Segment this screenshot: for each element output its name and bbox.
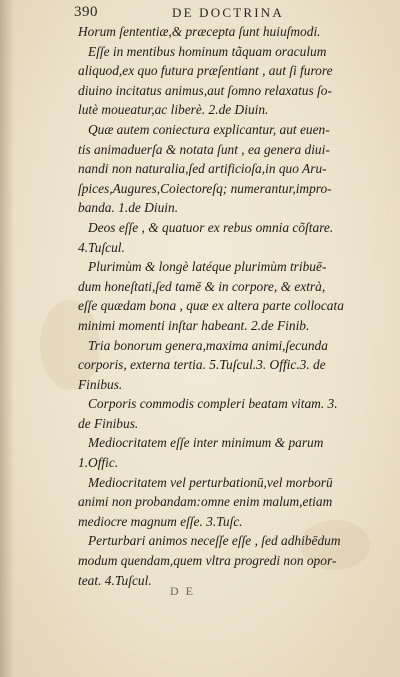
text-line: Eſſe in mentibus hominum tãquam oraculum — [88, 43, 327, 59]
page-number: 390 — [74, 4, 98, 20]
text-line: Corporis commodis compleri beatam vitam. 3. — [88, 396, 338, 412]
page-gutter-shadow — [0, 0, 14, 677]
text-line: tis animaduerſa & notata ſunt , ea genera diui- — [78, 141, 330, 157]
text-line: ſpices,Augures,Coiectoreſq; numerantur,impro- — [78, 180, 332, 196]
text-line: diuino incitatus animus,aut ſomno relaxatus ſo- — [78, 82, 332, 98]
text-line: aliquod,ex quo futura præſentiant , aut ſi furore — [78, 63, 333, 79]
page-header — [74, 4, 394, 22]
text-line: Tria bonorum genera,maxima animi,ſecunda — [88, 337, 328, 353]
text-line: Mediocritatem vel perturbationū,vel morborū — [88, 474, 333, 490]
text-line: lutè moueatur,ac liberè. 2.de Diuin. — [78, 102, 269, 118]
text-line: banda. 1.de Diuin. — [78, 200, 179, 216]
text-line: de Finibus. — [78, 415, 139, 431]
text-line: 4.Tuſcul. — [78, 239, 125, 255]
text-line: mediocre magnum eſſe. 3.Tuſc. — [78, 513, 243, 529]
text-line: Horum ſententiæ,& præcepta ſunt huiuſmodi. — [78, 24, 321, 39]
catchword: D E — [170, 584, 195, 598]
text-line: Mediocritatem eſſe inter minimum & parum — [88, 435, 324, 451]
text-line: 1.Offic. — [78, 455, 119, 471]
text-line: teat. 4.Tuſcul. — [78, 572, 152, 588]
text-line: Finibus. — [78, 376, 123, 392]
text-line: animi non probandam:omne enim malum,etiam — [78, 494, 333, 510]
body-text — [78, 22, 384, 590]
text-line: Quæ autem coniectura explicantur, aut euen- — [88, 121, 330, 137]
text-line: dum honeſtati,ſed tamē & in corpore, & extrà, — [78, 278, 326, 294]
text-line: eſſe quædam bona , quæ ex altera parte collocata — [78, 298, 344, 314]
text-line: Plurimùm & longè latéque plurimùm tribuē- — [88, 259, 327, 275]
text-line: minimi momenti inſtar habeant. 2.de Finib. — [78, 317, 310, 333]
text-line: corporis, externa tertia. 5.Tuſcul.3. Offic.3. de — [78, 357, 326, 373]
text-line: Perturbari animos neceſſe eſſe , ſed adhibēdum — [88, 533, 341, 549]
text-line: modum quendam,quem vltra progredi non opor- — [78, 553, 337, 569]
text-line: Deos eſſe , & quatuor ex rebus omnia cõſtare. — [88, 219, 334, 235]
text-line: nandi non naturalia,ſed artificioſa,in quo Aru- — [78, 161, 327, 177]
running-head: DE DOCTRINA — [172, 5, 284, 20]
